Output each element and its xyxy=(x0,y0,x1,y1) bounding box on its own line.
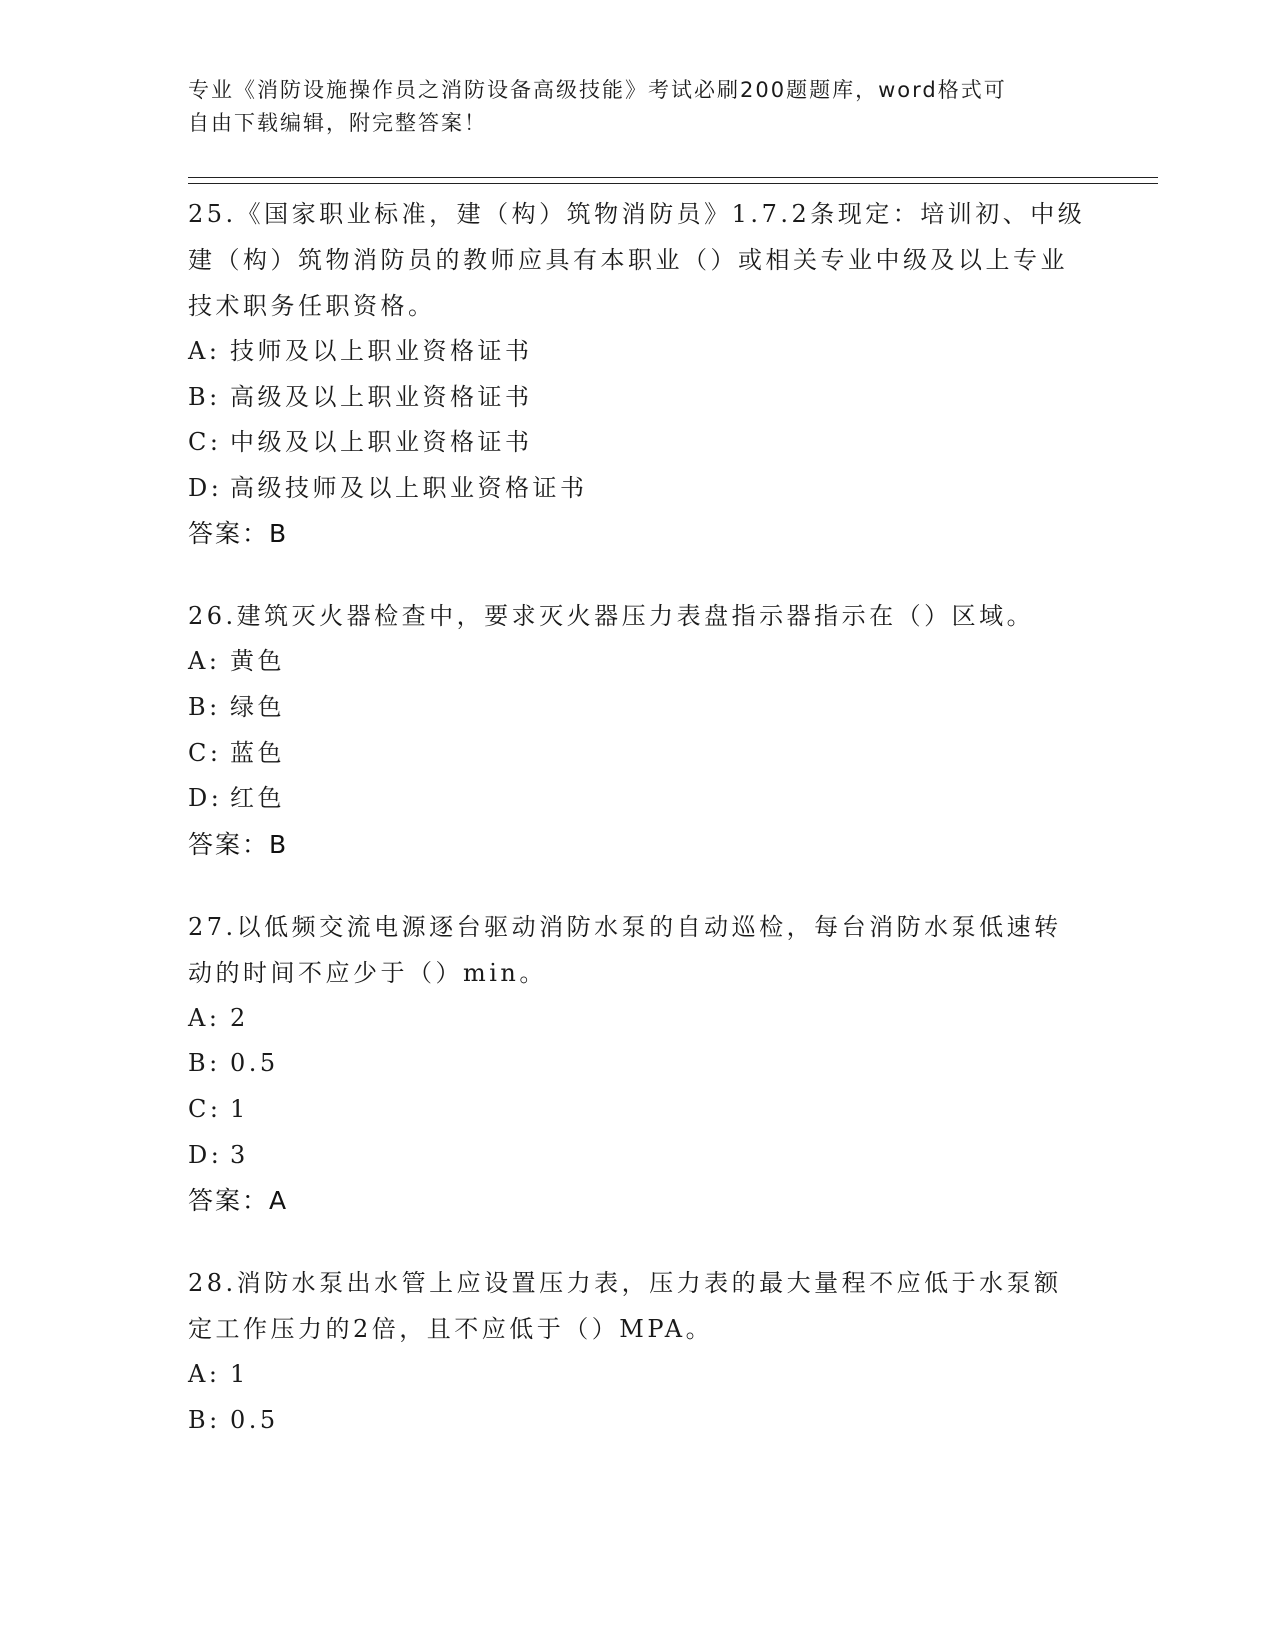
option-b xyxy=(188,375,1088,421)
option-letter: C: xyxy=(188,1094,222,1123)
option-d xyxy=(188,466,1088,512)
header-divider-top xyxy=(188,177,1158,178)
option-letter: D: xyxy=(188,473,223,502)
option-text: 蓝色 xyxy=(230,738,285,767)
option-letter: B: xyxy=(188,1049,221,1078)
option-d xyxy=(188,1133,1088,1179)
question-list xyxy=(188,191,1088,1479)
header-line-1: 专业《消防设施操作员之消防设备高级技能》考试必刷200题题库，word格式可 xyxy=(188,78,1007,102)
option-letter: A: xyxy=(188,647,221,676)
option-text: 高级技师及以上职业资格证书 xyxy=(230,473,588,502)
option-text: 高级及以上职业资格证书 xyxy=(230,382,533,411)
option-letter: A: xyxy=(188,337,221,365)
option-letter: B: xyxy=(188,382,221,411)
option-letter: B: xyxy=(188,1405,221,1434)
option-letter: C: xyxy=(188,738,222,767)
option-c xyxy=(188,420,1088,466)
option-text: 0.5 xyxy=(230,1049,279,1078)
option-letter: B: xyxy=(188,692,221,721)
option-a xyxy=(188,1352,1088,1398)
option-a xyxy=(188,996,1088,1042)
option-text: 绿色 xyxy=(230,692,285,721)
option-b xyxy=(188,1398,1088,1444)
question-28 xyxy=(188,1260,1088,1443)
option-letter: A: xyxy=(188,1003,221,1032)
answer-line: 答案：B xyxy=(188,519,289,549)
question-stem: 25.《国家职业标准，建（构）筑物消防员》1.7.2条现定：培训初、中级建（构）筑物消防员的教师应具有本职业（）或相关专业中级及以上专业技术职务任职资格。 xyxy=(188,200,1086,320)
option-text: 1 xyxy=(230,1360,249,1389)
option-text: 技师及以上职业资格证书 xyxy=(230,337,533,365)
option-letter: D: xyxy=(188,1140,223,1169)
header-divider-bottom xyxy=(188,183,1158,184)
question-stem: 28.消防水泵出水管上应设置压力表，压力表的最大量程不应低于水泵额定工作压力的2倍，且不应低于（）MPA。 xyxy=(188,1269,1062,1344)
answer-line: 答案：B xyxy=(188,829,289,859)
document-header xyxy=(188,74,1068,140)
answer-line: 答案：A xyxy=(188,1186,289,1216)
option-letter: C: xyxy=(188,428,222,457)
option-text: 0.5 xyxy=(230,1405,279,1434)
question-27 xyxy=(188,904,1088,1224)
option-text: 中级及以上职业资格证书 xyxy=(230,428,533,457)
option-letter: D: xyxy=(188,784,223,813)
question-stem: 27.以低频交流电源逐台驱动消防水泵的自动巡检，每台消防水泵低速转动的时间不应少于（）min。 xyxy=(188,912,1062,987)
option-b xyxy=(188,1041,1088,1087)
question-25 xyxy=(188,191,1088,557)
option-text: 1 xyxy=(230,1094,249,1123)
option-a xyxy=(188,639,1088,685)
option-c xyxy=(188,1087,1088,1133)
option-letter: A: xyxy=(188,1360,221,1389)
question-stem: 26.建筑灭火器检查中，要求灭火器压力表盘指示器指示在（）区域。 xyxy=(188,602,1035,631)
option-a xyxy=(188,329,1088,375)
option-text: 3 xyxy=(230,1140,249,1169)
option-b xyxy=(188,685,1088,731)
header-line-2: 自由下载编辑，附完整答案！ xyxy=(188,111,487,135)
option-text: 红色 xyxy=(230,784,285,813)
option-c xyxy=(188,731,1088,777)
option-text: 2 xyxy=(230,1003,249,1032)
option-text: 黄色 xyxy=(230,647,285,676)
option-d xyxy=(188,776,1088,822)
question-26 xyxy=(188,593,1088,867)
